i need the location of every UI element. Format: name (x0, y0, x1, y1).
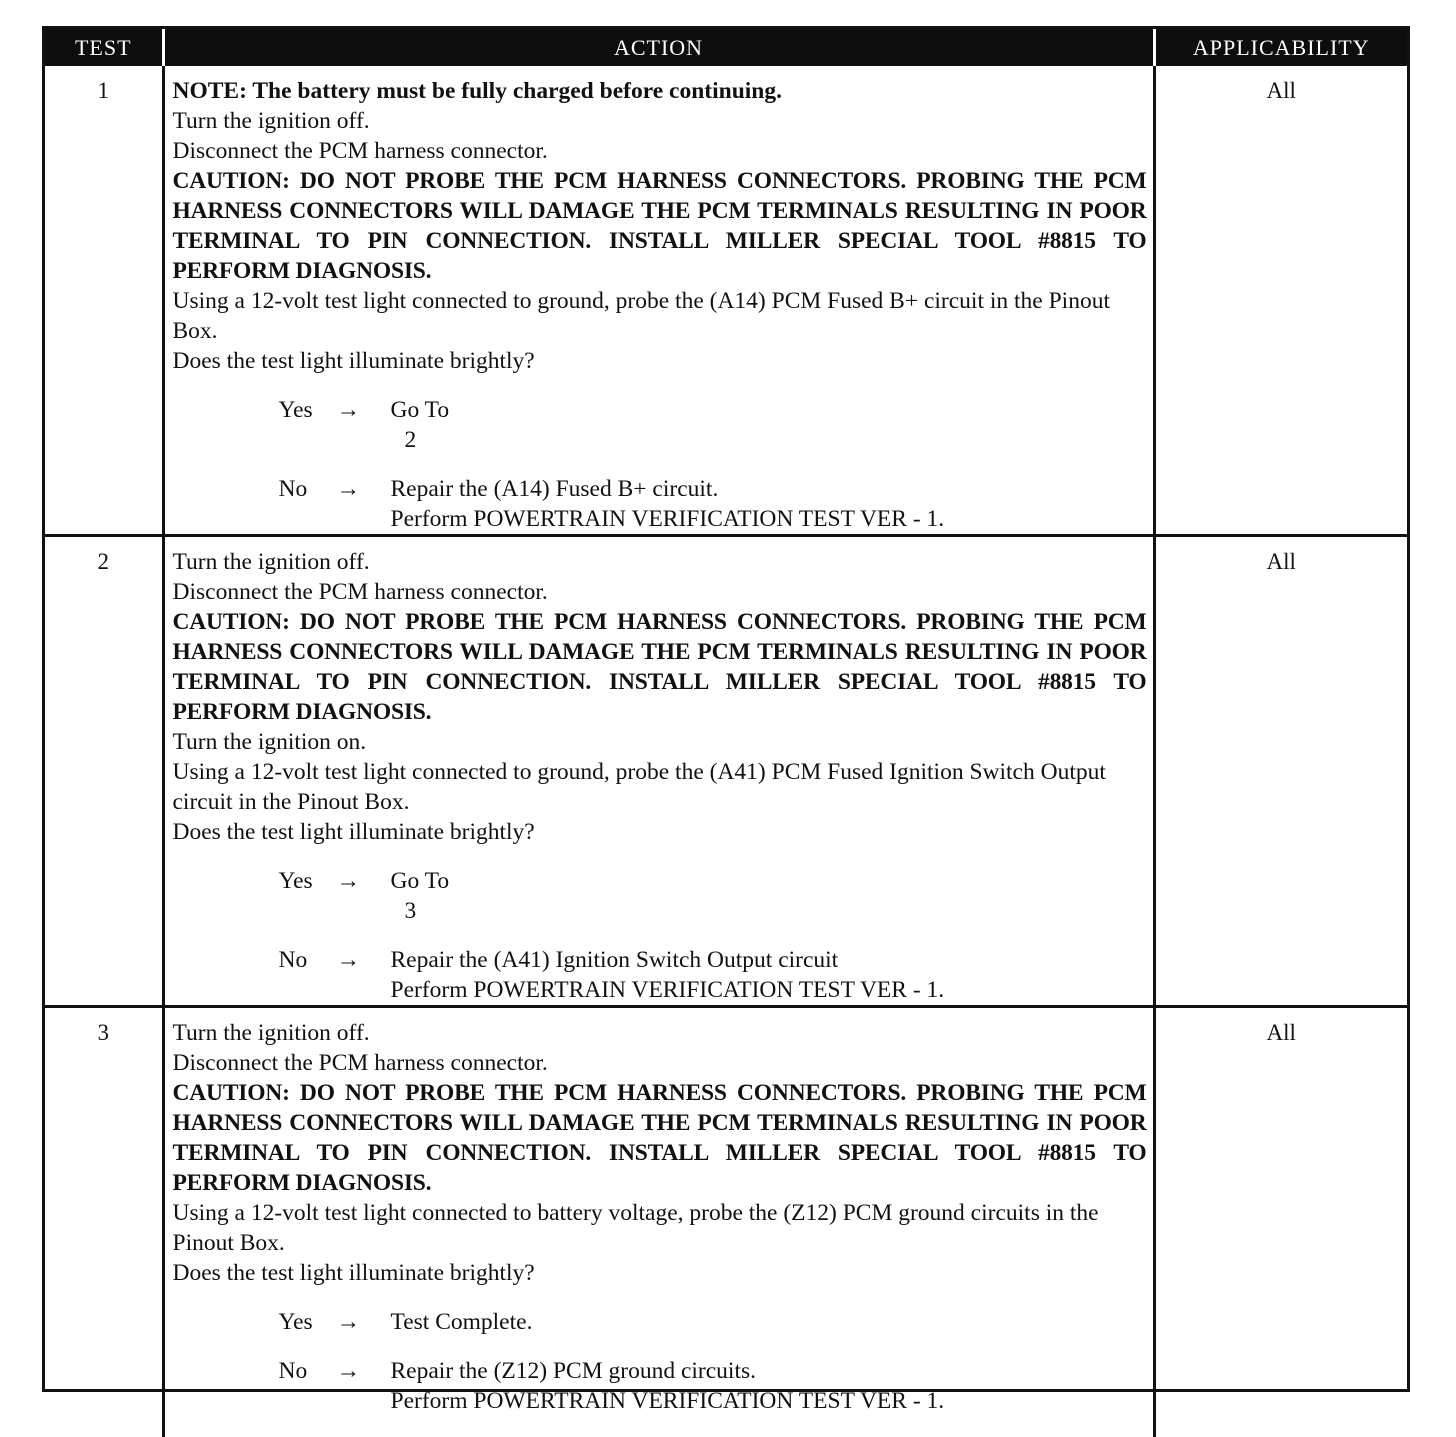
outcomes (279, 866, 1147, 1005)
instruction-line: Turn the ignition on. (173, 727, 1147, 757)
right-arrow-icon: → (331, 1356, 391, 1386)
instruction-line: Turn the ignition off. (173, 547, 1147, 577)
verification-line: Perform POWERTRAIN VERIFICATION TEST VER - 1. (391, 975, 945, 1005)
caution-text: CAUTION: DO NOT PROBE THE PCM HARNESS CONNECTORS. PROBING THE PCM HARNESS CONNECTORS WILL DAMAGE THE PCM TERMINALS RESULTING IN POOR TERMINAL TO PIN CONNECTION. INSTALL MILLER SPECIAL TOOL #8815 TO PERFORM DIAGNOSIS. (173, 607, 1147, 727)
right-arrow-icon: → (331, 395, 391, 425)
question-line: Does the test light illuminate brightly? (173, 1258, 1147, 1288)
column-header-test: TEST (45, 29, 163, 66)
test-number: 3 (45, 1007, 163, 1437)
repair-line: Repair the (A14) Fused B+ circuit. (391, 474, 945, 504)
test-number: 1 (45, 66, 163, 536)
instruction-line: Disconnect the PCM harness connector. (173, 136, 1147, 166)
repair-line: Repair the (Z12) PCM ground circuits. (391, 1356, 945, 1386)
no-outcome (279, 474, 1147, 534)
diagnostic-table (45, 29, 1407, 1437)
instruction-line: Disconnect the PCM harness connector. (173, 1048, 1147, 1078)
yes-label: Yes (279, 866, 331, 896)
no-result (391, 474, 945, 534)
applicability-value: All (1154, 536, 1407, 1007)
goto-step-link[interactable]: 3 (405, 896, 450, 926)
goto-step-link[interactable]: 2 (405, 425, 450, 455)
verification-line: Perform POWERTRAIN VERIFICATION TEST VER - 1. (391, 1386, 945, 1416)
yes-outcome (279, 395, 1147, 455)
table-row (45, 536, 1407, 1007)
right-arrow-icon: → (331, 866, 391, 896)
goto-label: Go To (391, 395, 450, 425)
right-arrow-icon: → (331, 474, 391, 504)
right-arrow-icon: → (331, 945, 391, 975)
repair-line: Repair the (A41) Ignition Switch Output circuit (391, 945, 945, 975)
no-label: No (279, 945, 331, 975)
test-number: 2 (45, 536, 163, 1007)
no-label: No (279, 474, 331, 504)
action-cell (163, 1007, 1154, 1437)
question-line: Does the test light illuminate brightly? (173, 346, 1147, 376)
yes-outcome (279, 1307, 1147, 1337)
no-result (391, 945, 945, 1005)
goto-label: Go To (391, 866, 450, 896)
table-header-row (45, 29, 1407, 66)
no-result (391, 1356, 945, 1416)
right-arrow-icon: → (331, 1307, 391, 1337)
column-header-applicability: APPLICABILITY (1154, 29, 1407, 66)
yes-label: Yes (279, 395, 331, 425)
yes-result (391, 1307, 533, 1337)
no-label: No (279, 1356, 331, 1386)
applicability-value: All (1154, 1007, 1407, 1437)
verification-line: Perform POWERTRAIN VERIFICATION TEST VER - 1. (391, 504, 945, 534)
instruction-line: Using a 12-volt test light connected to ground, probe the (A14) PCM Fused B+ circuit in the Pinout Box. (173, 286, 1147, 346)
column-header-action: ACTION (163, 29, 1154, 66)
instruction-line: Turn the ignition off. (173, 1018, 1147, 1048)
yes-outcome (279, 866, 1147, 926)
test-complete-text: Test Complete. (391, 1307, 533, 1337)
instruction-line: Using a 12-volt test light connected to ground, probe the (A41) PCM Fused Ignition Switch Output circuit in the Pinout Box. (173, 757, 1147, 817)
note-text: NOTE: The battery must be fully charged before continuing. (173, 76, 1147, 106)
instruction-line: Turn the ignition off. (173, 106, 1147, 136)
outcomes (279, 1307, 1147, 1416)
applicability-value: All (1154, 66, 1407, 536)
action-cell (163, 536, 1154, 1007)
yes-label: Yes (279, 1307, 331, 1337)
table-row (45, 1007, 1407, 1437)
instruction-line: Disconnect the PCM harness connector. (173, 577, 1147, 607)
yes-result (391, 395, 450, 455)
caution-text: CAUTION: DO NOT PROBE THE PCM HARNESS CONNECTORS. PROBING THE PCM HARNESS CONNECTORS WILL DAMAGE THE PCM TERMINALS RESULTING IN POOR TERMINAL TO PIN CONNECTION. INSTALL MILLER SPECIAL TOOL #8815 TO PERFORM DIAGNOSIS. (173, 166, 1147, 286)
table-row (45, 66, 1407, 536)
instruction-line: Using a 12-volt test light connected to battery voltage, probe the (Z12) PCM ground circuits in the Pinout Box. (173, 1198, 1147, 1258)
no-outcome (279, 945, 1147, 1005)
caution-text: CAUTION: DO NOT PROBE THE PCM HARNESS CONNECTORS. PROBING THE PCM HARNESS CONNECTORS WILL DAMAGE THE PCM TERMINALS RESULTING IN POOR TERMINAL TO PIN CONNECTION. INSTALL MILLER SPECIAL TOOL #8815 TO PERFORM DIAGNOSIS. (173, 1078, 1147, 1198)
outcomes (279, 395, 1147, 534)
no-outcome (279, 1356, 1147, 1416)
question-line: Does the test light illuminate brightly? (173, 817, 1147, 847)
action-cell (163, 66, 1154, 536)
yes-result (391, 866, 450, 926)
diagnostic-table-frame (42, 26, 1410, 1392)
